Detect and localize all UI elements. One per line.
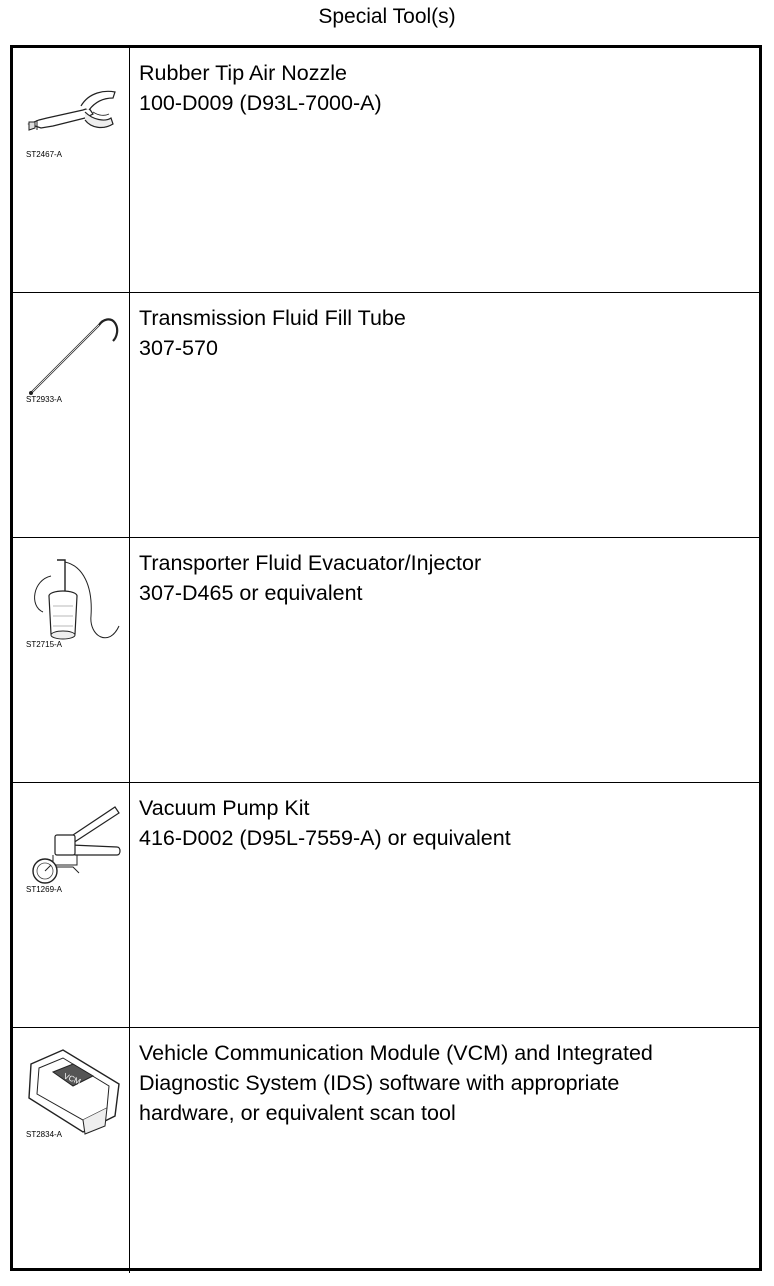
tool-name: Rubber Tip Air Nozzle [139,61,347,85]
air-nozzle-icon [23,66,123,156]
tool-description [139,58,751,118]
tool-part-number: 307-570 [139,336,218,360]
page-title: Special Tool(s) [318,5,456,28]
tool-image-cell [13,783,130,1027]
vcm-scan-tool-icon [23,1046,123,1136]
tool-code: ST2834-A [26,1130,63,1139]
table-row [13,538,759,783]
tool-part-number: 416-D002 (D95L-7559-A) or equivalent [139,826,511,850]
table-row [13,293,759,538]
tool-name: Vacuum Pump Kit [139,796,310,820]
tool-description [139,303,751,363]
tool-name: Transmission Fluid Fill Tube [139,306,406,330]
tool-part-number: 100-D009 (D93L-7000-A) [139,91,382,115]
special-tools-table [10,45,762,1271]
tool-name-line-2: Diagnostic System (IDS) software with appropriate [139,1071,620,1095]
tool-description [139,1038,751,1128]
tool-description [139,793,751,853]
tool-description [139,548,751,608]
svg-text:VCM: VCM [62,1071,83,1087]
tool-image-cell [13,538,130,782]
tool-part-number: 307-D465 or equivalent [139,581,363,605]
tool-name-line-3: hardware, or equivalent scan tool [139,1101,456,1125]
tool-name: Transporter Fluid Evacuator/Injector [139,551,482,575]
table-row [13,1028,759,1273]
fluid-evacuator-icon [23,556,123,646]
tool-image-cell [13,1028,130,1273]
vacuum-pump-icon [23,801,123,891]
tool-code: ST2467-A [26,150,63,159]
table-row [13,783,759,1028]
tool-image-cell [13,293,130,537]
tool-code: ST2715-A [26,640,63,649]
table-row [13,48,759,293]
fill-tube-icon [23,311,123,401]
tool-code: ST2933-A [26,395,63,404]
tool-code: ST1269-A [26,885,63,894]
tool-name: Vehicle Communication Module (VCM) and Integrated [139,1041,653,1065]
tool-image-cell [13,48,130,292]
